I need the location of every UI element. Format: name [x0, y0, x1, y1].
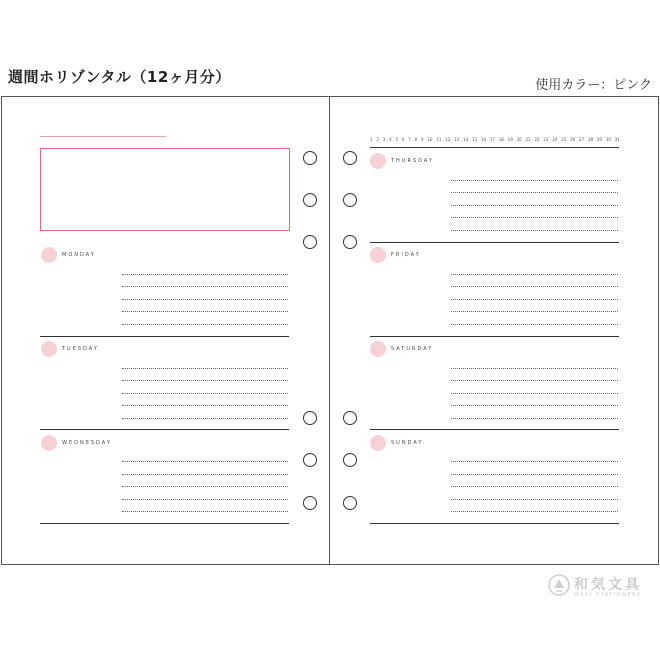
binder-hole	[343, 193, 357, 207]
memo-box	[40, 148, 290, 231]
color-label: 使用カラー：ピンク	[535, 78, 652, 93]
writing-line	[451, 486, 618, 487]
writing-line	[451, 324, 618, 325]
day-label: SATURDAY	[391, 346, 434, 352]
date-number: 27	[579, 137, 585, 142]
writing-line	[122, 368, 288, 369]
day-separator	[40, 523, 289, 524]
date-number: 2	[376, 137, 379, 142]
writing-line	[122, 474, 288, 475]
writing-line	[122, 405, 288, 406]
writing-line	[451, 230, 618, 231]
date-number: 23	[543, 137, 549, 142]
binder-hole	[343, 453, 357, 467]
writing-line	[451, 274, 618, 275]
date-number: 3	[382, 137, 386, 142]
writing-line	[451, 192, 618, 193]
day-separator	[40, 429, 289, 430]
date-number: 4	[389, 137, 392, 142]
writing-line	[451, 474, 618, 475]
writing-line	[122, 393, 288, 394]
day-label: MONDAY	[62, 252, 96, 258]
writing-line	[122, 499, 288, 500]
writing-line	[122, 299, 288, 300]
date-number: 24	[552, 137, 558, 142]
writing-line	[451, 380, 618, 381]
date-number: 13	[454, 137, 460, 142]
date-number: 6	[401, 137, 405, 142]
day-dot	[370, 341, 386, 357]
date-number: 11	[436, 137, 442, 142]
day-label: WEDNESDAY	[62, 440, 112, 446]
date-number: 12	[445, 137, 451, 142]
binder-hole	[303, 411, 317, 425]
binder-hole	[343, 496, 357, 510]
writing-line	[122, 311, 288, 312]
binder-hole	[343, 411, 357, 425]
writing-line	[451, 299, 618, 300]
day-label: FRIDAY	[391, 252, 421, 258]
date-number: 26	[570, 137, 576, 142]
writing-line	[122, 418, 288, 419]
binder-hole	[303, 235, 317, 249]
date-number: 7	[408, 137, 411, 142]
memo-title-line	[40, 136, 166, 137]
day-dot	[41, 341, 57, 357]
writing-line	[122, 511, 288, 512]
date-number: 5	[395, 137, 399, 142]
writing-line	[451, 286, 618, 287]
writing-line	[451, 461, 618, 462]
date-number: 28	[587, 137, 594, 142]
page-divider	[329, 96, 330, 564]
page-title: 週間ホリゾンタル（12ヶ月分）	[8, 68, 231, 86]
day-dot	[41, 435, 57, 451]
date-number: 25	[561, 137, 567, 142]
day-dot	[41, 247, 57, 263]
date-number: 17	[489, 137, 495, 142]
day-label: SUNDAY	[391, 440, 424, 446]
writing-line	[451, 368, 618, 369]
date-number: 8	[414, 137, 418, 142]
binder-hole	[343, 151, 357, 165]
date-row-underline	[370, 147, 619, 148]
date-number: 1	[370, 137, 373, 142]
day-separator	[40, 336, 289, 337]
writing-line	[451, 217, 618, 218]
writing-line	[451, 311, 618, 312]
binder-hole	[303, 193, 317, 207]
date-number: 22	[534, 137, 540, 142]
day-separator	[370, 336, 619, 337]
brand-watermark	[548, 574, 652, 604]
binder-hole	[343, 235, 357, 249]
writing-line	[451, 499, 618, 500]
day-separator	[370, 523, 619, 524]
date-number: 16	[480, 137, 486, 142]
writing-line	[122, 380, 288, 381]
writing-line	[122, 461, 288, 462]
date-number: 30	[605, 137, 611, 142]
date-number: 29	[596, 137, 602, 142]
writing-line	[451, 180, 618, 181]
day-label: THURSDAY	[391, 158, 434, 164]
date-number: 21	[525, 137, 531, 142]
writing-line	[122, 324, 288, 325]
day-dot	[370, 153, 386, 169]
date-number: 15	[471, 137, 478, 142]
binder-hole	[303, 453, 317, 467]
date-number: 20	[516, 137, 522, 142]
date-number: 18	[498, 137, 504, 142]
date-number: 31	[614, 137, 620, 142]
writing-line	[451, 511, 618, 512]
date-number: 14	[463, 137, 469, 142]
day-separator	[370, 429, 619, 430]
date-number: 10	[427, 137, 433, 142]
brand-subtitle: WAKI STATIONERY	[574, 592, 642, 598]
date-number-row	[370, 137, 620, 142]
brand-name: 和気文具	[574, 577, 642, 593]
date-number: 9	[421, 137, 424, 142]
brand-logo-icon	[548, 574, 570, 596]
writing-line	[451, 393, 618, 394]
binder-hole	[303, 151, 317, 165]
date-number: 19	[507, 137, 513, 142]
day-label: TUESDAY	[62, 346, 99, 352]
writing-line	[451, 205, 618, 206]
writing-line	[451, 405, 618, 406]
writing-line	[122, 286, 288, 287]
day-separator	[370, 242, 619, 243]
day-dot	[370, 435, 386, 451]
writing-line	[122, 486, 288, 487]
day-dot	[370, 247, 386, 263]
writing-line	[451, 418, 618, 419]
writing-line	[122, 274, 288, 275]
binder-hole	[303, 496, 317, 510]
